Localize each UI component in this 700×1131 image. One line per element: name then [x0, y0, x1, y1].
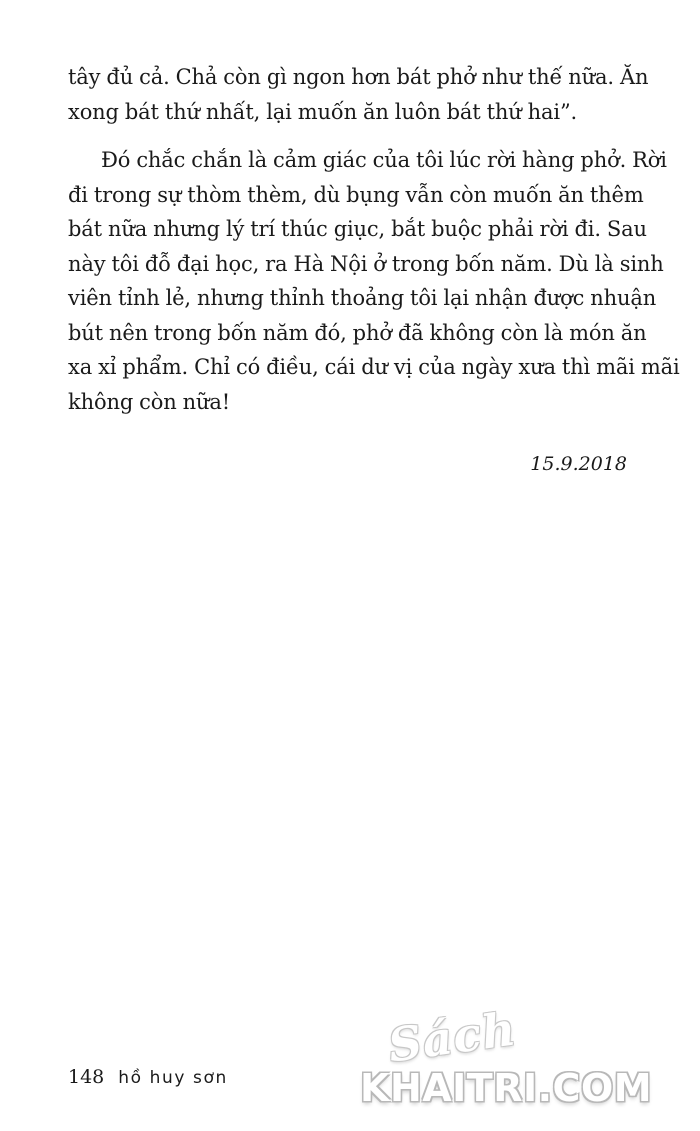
page-footer: [68, 1064, 228, 1091]
text-line: tây đủ cả. Chả còn gì ngon hơn bát phở như thế nữa. Ăn: [68, 65, 649, 89]
text-line: này tôi đỗ đại học, ra Hà Nội ở trong bốn năm. Dù là sinh: [68, 251, 664, 276]
page-number: 148: [68, 1066, 105, 1088]
text-line: bát nữa nhưng lý trí thúc giục, bắt buộc phải rời đi. Sau: [68, 217, 647, 241]
text-line: viên tỉnh lẻ, nhưng thỉnh thoảng tôi lại nhận được nhuận: [68, 286, 657, 310]
watermark-brand-text: KHAITRI.COM: [360, 1066, 653, 1110]
date-signature: 15.9.2018: [530, 453, 627, 475]
text-line: không còn nữa!: [68, 389, 231, 414]
paragraph-continuation: [68, 60, 649, 129]
author-name: hồ huy sơn: [118, 1068, 228, 1088]
text-line: xong bát thứ nhất, lại muốn ăn luôn bát thứ hai”.: [68, 99, 578, 124]
paragraph: [68, 143, 680, 419]
text-line: đi trong sự thòm thèm, dù bụng vẫn còn muốn ăn thêm: [68, 182, 644, 207]
text-line: bút nên trong bốn năm đó, phở đã không còn là món ăn: [68, 320, 647, 345]
body-text: [68, 60, 680, 419]
text-line: xa xỉ phẩm. Chỉ có điều, cái dư vị của ngày xưa thì mãi mãi: [68, 355, 680, 379]
watermark-script-text: Sách: [384, 1001, 520, 1073]
text-line: Đó chắc chắn là cảm giác của tôi lúc rời hàng phở. Rời: [101, 148, 667, 172]
paragraph-gap: [68, 129, 634, 143]
watermark-logo: [360, 1001, 680, 1128]
